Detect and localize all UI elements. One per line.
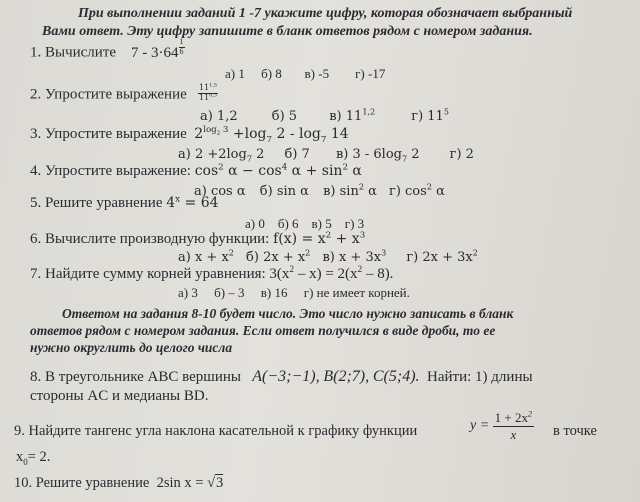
question-7-label: 7. Найдите сумму корней уравнения: <box>30 266 266 282</box>
question-8-text: 8. В треугольнике ABC вершины <box>30 369 241 385</box>
question-10-label: 10. Решите уравнение <box>14 475 150 491</box>
instruction-1-line-2: Вами ответ. Эту цифру запишите в бланк ответов рядом с номером задания. <box>42 24 533 39</box>
question-2-label: 2. Упростите выражение <box>30 86 187 103</box>
question-9-function: y = $\frac{1 + 2x^2}{x}$ <box>470 409 533 442</box>
question-4-options: а) cos α б) sin α в) $\sin^2 \alpha$ г) $\cos^2 \alpha$ <box>194 182 445 199</box>
question-7 <box>30 267 393 282</box>
question-8-vertex-b: B(2;7), <box>323 368 370 385</box>
question-3-expression: $2^{log_2 3} +\log_7$ $2 - \log_7 14$ <box>194 125 349 145</box>
question-1 <box>30 37 185 63</box>
instruction-1-line-1: При выполнении заданий 1 -7 укажите цифру, которая обозначает выбранный <box>78 6 573 21</box>
question-6-options: а) $x + x^2$ б) $2x + x^2$ в) $x + 3x^3$ г) $2x + 3x^2$ <box>178 248 478 265</box>
question-1-label: 1. Вычислите <box>30 44 117 61</box>
question-2 <box>30 82 218 105</box>
question-1-expression: 7 - 3·64 $\frac{1}{6}$ <box>131 37 184 61</box>
question-3-options: а) $2 +2\log_7$ 2 б) 7 в) $3 - 6\log_7$ 2 г) 2 <box>178 147 474 164</box>
question-3 <box>30 125 349 145</box>
question-2-options: а) 1,2 б) 5 в) 11$^{1,2}$ г) $11^5$ <box>200 107 449 124</box>
question-7-options: а) 3 б) – 3 в) 16 г) не имеет корней. <box>178 285 410 300</box>
question-4 <box>30 164 362 179</box>
question-8-task: Найти: 1) длины <box>427 369 533 385</box>
question-8 <box>30 369 533 385</box>
question-8-line-2: стороны AC и медианы BD. <box>30 388 209 404</box>
question-3-label: 3. Упростите выражение <box>30 126 187 142</box>
question-9: 9. Найдите тангенс угла наклона касательной к графику функции <box>14 423 418 439</box>
question-6-function: $f(x) = x^2 + x^3$ <box>273 230 366 247</box>
question-10-equation: 2sin x = √3 <box>156 475 224 491</box>
question-9-at-point: в точке <box>553 423 597 439</box>
question-7-equation: $3(x^2 - x) = 2(x^2 - 8)$. <box>269 265 394 282</box>
question-6-label: 6. Вычислите производную функции: <box>30 231 270 247</box>
question-9-point: $x_0= 2$. <box>16 449 51 467</box>
question-5 <box>30 196 219 211</box>
question-5-options: а) 0 б) 6 в) 5 г) 3 <box>245 216 365 231</box>
question-8-vertex-a: A(−3;−1), <box>252 368 320 385</box>
question-4-expression: $\cos^2 \alpha - \cos^4 \alpha + \sin^2 \alpha$ <box>194 162 362 179</box>
question-5-equation: $4^x = 64$ <box>166 194 219 211</box>
instruction-2-line-1: Ответом на задания 8-10 будет число. Это число нужно записать в бланк <box>62 306 514 321</box>
question-5-label: 5. Решите уравнение <box>30 195 163 211</box>
question-1-options: а) 1 б) 8 в) -5 г) -17 <box>225 66 386 81</box>
question-2-fraction: $\frac{11^{1,5}}{11^{0,3}}$ <box>199 82 218 102</box>
question-6 <box>30 232 365 247</box>
question-8-vertex-c: C(5;4). <box>372 368 420 385</box>
question-10 <box>14 476 223 491</box>
instruction-2-line-3: нужно округлить до целого числа <box>30 340 233 355</box>
instruction-2-line-2: ответов рядом с номером задания. Если ответ получился в виде дроби, то ее <box>30 323 496 338</box>
question-4-label: 4. Упростите выражение: <box>30 163 191 179</box>
